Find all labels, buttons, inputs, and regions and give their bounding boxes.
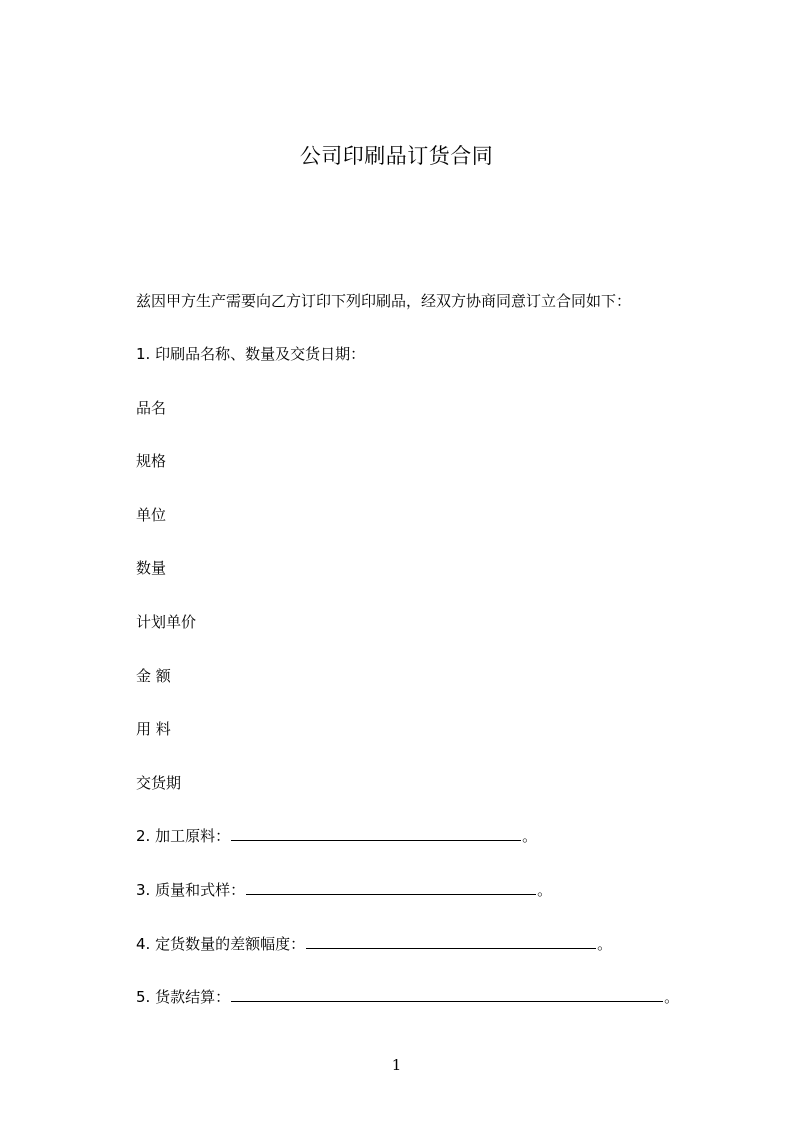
field-specification: 规格	[136, 452, 167, 471]
field-quantity: 数量	[136, 559, 167, 578]
fill-in-blank[interactable]	[231, 986, 663, 1002]
field-product-name: 品名	[136, 398, 167, 417]
field-delivery-date: 交货期	[136, 773, 182, 792]
fill-in-blank[interactable]	[231, 825, 521, 841]
clause-label: 5. 货款结算：	[136, 988, 231, 1007]
clause-end: 。	[537, 880, 553, 899]
fill-in-blank[interactable]	[306, 933, 596, 949]
page-number: 1	[391, 1056, 402, 1074]
field-amount: 金 额	[136, 666, 171, 685]
field-planned-unit-price: 计划单价	[136, 612, 197, 631]
item1-heading: 1. 印刷品名称、数量及交货日期：	[136, 345, 366, 363]
clause-payment-settlement	[136, 985, 696, 1009]
clause-quantity-tolerance	[136, 932, 696, 956]
clause-label: 4. 定货数量的差额幅度：	[136, 934, 306, 953]
document-title: 公司印刷品订货合同	[299, 144, 494, 168]
clause-processing-materials	[136, 824, 696, 848]
clause-quality-style	[136, 878, 696, 902]
fill-in-blank[interactable]	[246, 879, 536, 895]
field-materials: 用 料	[136, 720, 171, 739]
clause-end: 。	[664, 988, 680, 1007]
clause-label: 3. 质量和式样：	[136, 880, 246, 899]
contract-body	[136, 342, 696, 1039]
clause-label: 2. 加工原料：	[136, 827, 231, 846]
intro-paragraph: 兹因甲方生产需要向乙方订印下列印刷品，经双方协商同意订立合同如下：	[136, 292, 632, 310]
field-unit: 单位	[136, 505, 167, 524]
clause-end: 。	[597, 934, 613, 953]
clause-end: 。	[522, 827, 538, 846]
